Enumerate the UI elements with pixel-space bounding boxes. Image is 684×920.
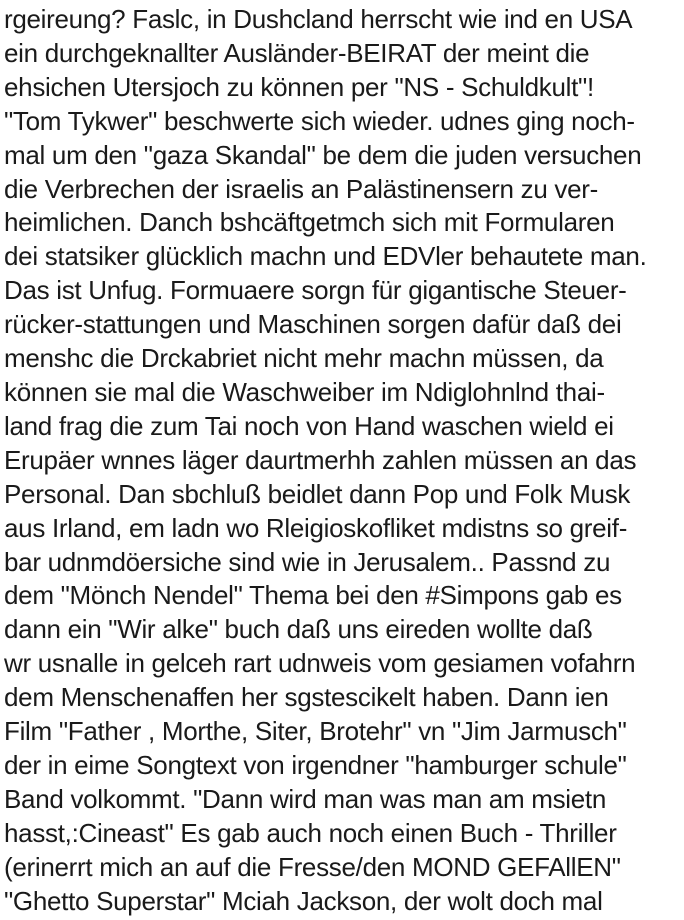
text-line: Personal. Dan sbchluß beidlet dann Pop und Folk Musk — [4, 478, 631, 509]
text-line: wr usnalle in gelceh rart udnweis vom gesiamen vofahrn — [4, 648, 636, 679]
text-line: dem "Mönch Nendel" Thema bei den #Simpons gab es — [4, 580, 622, 611]
text-line: "Tom Tykwer" beschwerte sich wieder. udnes ging noch- — [4, 105, 635, 136]
text-line: bar udnmdöersiche sind wie in Jerusalem.. Passnd zu — [4, 546, 611, 577]
text-line: mal um den "gaza Skandal" be dem die juden versuchen — [4, 139, 642, 170]
text-line: die Verbrechen der israelis an Palästinensern zu ver- — [4, 173, 598, 204]
text-line: dem Menschenaffen her sgstescikelt haben. Dann ien — [4, 682, 609, 713]
text-line: rgeireung? Faslc, in Dushcland herrscht wie ind en USA — [4, 4, 633, 34]
text-line: Film "Father , Morthe, Siter, Brotehr" vn "Jim Jarmusch" — [4, 716, 627, 747]
text-line: heimlichen. Danch bshcäftgetmch sich mit Formularen — [4, 207, 615, 238]
text-line: Band volkommt. "Dann wird man was man am msietn — [4, 783, 607, 814]
text-line: aus Irland, em ladn wo Rleigioskofliket mdistns so greif- — [4, 512, 628, 543]
text-line: land frag die zum Tai noch von Hand waschen wield ei — [4, 410, 614, 441]
text-line: menshc die Drckabriet nicht mehr machn müssen, da — [4, 343, 604, 374]
text-line: ein durchgeknallter Ausländer-BEIRAT der meint die — [4, 37, 590, 68]
text-line: ehsichen Utersjoch zu können per "NS - Schuldkult"! — [4, 71, 594, 102]
text-line: rücker-stattungen und Maschinen sorgen dafür daß dei — [4, 309, 622, 340]
text-line: dei statsiker glücklich machn und EDVler behautete man. — [4, 241, 647, 272]
text-line: hasst,:Cineast" Es gab auch noch einen Buch - Thriller — [4, 817, 617, 848]
text-line: können sie mal die Waschweiber im Ndiglohnlnd thai- — [4, 376, 605, 407]
text-line: Erupäer wnnes läger daurtmerhh zahlen müssen an das — [4, 444, 637, 475]
text-line: "Ghetto Superstar" Mciah Jackson, der wolt doch mal — [4, 885, 603, 916]
text-line: Das ist Unfug. Formuaere sorgn für gigantische Steuer- — [4, 275, 627, 306]
text-line: dann ein "Wir alke" buch daß uns eireden wollte daß — [4, 614, 593, 645]
text-line: der in eime Songtext von irgendner "hamburger schule" — [4, 749, 627, 780]
text-line: (erinerrt mich an auf die Fresse/den MOND GEFAllEN" — [4, 851, 621, 882]
